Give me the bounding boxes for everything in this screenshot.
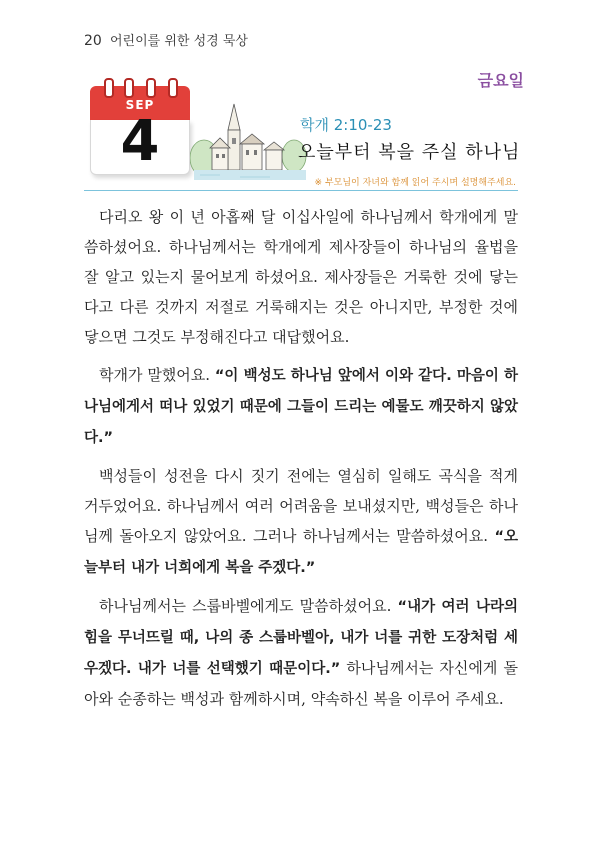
church-scene-illustration bbox=[190, 96, 310, 186]
quoted-scripture: “이 백성도 하나님 앞에서 이와 같다. 마음이 하나님에게서 떠나 있었기 때문에 그들이 드리는 예물도 깨끗하지 않았다.” bbox=[84, 368, 518, 446]
running-head bbox=[84, 30, 248, 49]
scripture-reference: 학개 2:10-23 bbox=[300, 116, 392, 134]
parent-note: ※ 부모님이 자녀와 함께 읽어 주시며 설명해주세요. bbox=[314, 178, 516, 188]
paragraph-text: 백성들이 성전을 다시 짓기 전에는 열심히 일해도 곡식을 적게 거두었어요. 하나님께서 여러 어려움을 보내셨지만, 백성들은 하나님께 돌아오지 않았어요. 그러나 하나님께서는 말씀하셨어요. bbox=[84, 467, 518, 545]
devotion-body bbox=[84, 202, 518, 722]
quoted-scripture: “내가 여러 나라의 힘을 무너뜨릴 때, 나의 종 스룹바벨아, 내가 너를 귀한 도장처럼 세우겠다. 내가 너를 선택했기 때문이다.” bbox=[84, 599, 518, 677]
calendar-ring-icon bbox=[104, 78, 114, 98]
paragraph-text: 다리오 왕 이 년 아홉째 달 이십사일에 하나님께서 학개에게 말씀하셨어요. 하나님께서는 학개에게 제사장들이 하나님의 율법을 잘 알고 있는지 물어보게 하셨어요. 제사장들은 거룩한 것에 닿는다고 다른 것까지 저절로 거룩해지는 것은 아니지만, 부정한 것에 닿으면 그것도 부정해진다고 대답했어요. bbox=[84, 208, 518, 346]
paragraph-text: 하나님께서는 자신에게 돌아와 순종하는 백성과 함께하시며, 약속하신 복을 이루어 주세요. bbox=[84, 659, 518, 708]
calendar-month: SEP bbox=[125, 98, 155, 112]
calendar-day: 4 bbox=[120, 109, 160, 174]
body-paragraph bbox=[84, 461, 518, 583]
body-paragraph bbox=[84, 360, 518, 453]
day-of-week-label: 금요일 bbox=[477, 71, 524, 90]
header-divider bbox=[84, 190, 518, 191]
page-number: 20 bbox=[84, 33, 102, 49]
calendar-ring-icon bbox=[146, 78, 156, 98]
quoted-scripture: “오늘부터 내가 너희에게 복을 주겠다.” bbox=[84, 529, 518, 576]
calendar-ring-icon bbox=[124, 78, 134, 98]
book-title: 어린이를 위한 성경 묵상 bbox=[109, 34, 248, 49]
body-paragraph bbox=[84, 591, 518, 714]
calendar-icon bbox=[90, 78, 190, 176]
body-paragraph bbox=[84, 202, 518, 352]
paragraph-text: 학개가 말했어요. bbox=[99, 366, 215, 384]
paragraph-text: 하나님께서는 스룹바벨에게도 말씀하셨어요. bbox=[99, 597, 398, 615]
devotion-title: 오늘부터 복을 주실 하나님 bbox=[298, 142, 521, 163]
calendar-ring-icon bbox=[168, 78, 178, 98]
